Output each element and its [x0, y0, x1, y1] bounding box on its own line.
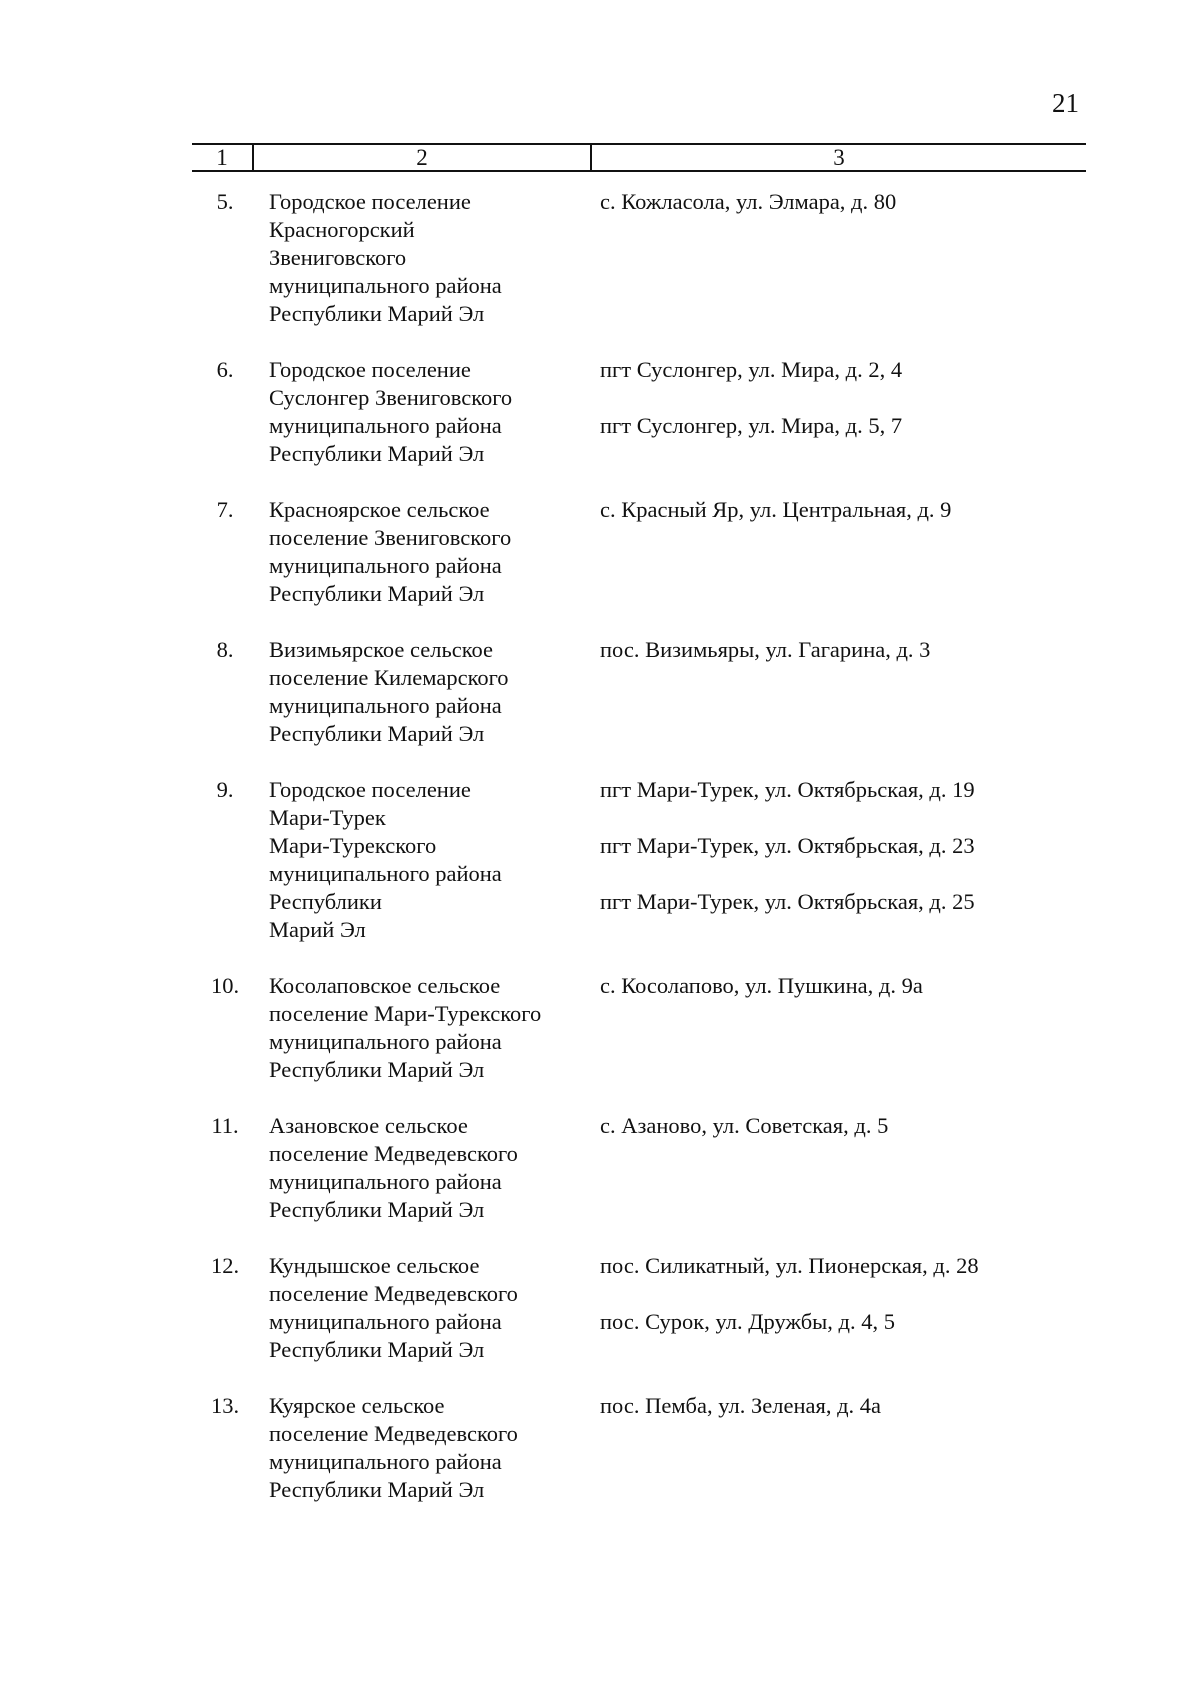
row-number: 12.	[210, 1253, 240, 1278]
header-col-1: 1	[216, 145, 228, 170]
address-line: пос. Пемба, ул. Зеленая, д. 4а	[600, 1393, 882, 1418]
address-cell	[600, 356, 1100, 440]
settlement-name: Городское поселение Красногорский Звениговского муниципального района Республики Марий Эл	[269, 189, 502, 326]
settlement-name: Красноярское сельское поселение Звениговского муниципального района Республики Марий Эл	[269, 497, 512, 606]
row-number: 6.	[216, 357, 234, 382]
header-col-3: 3	[833, 145, 845, 170]
table-header	[192, 143, 1086, 173]
settlement-name: Визимьярское сельское поселение Килемарского муниципального района Республики Марий Эл	[269, 637, 509, 746]
address-line: пгт Суслонгер, ул. Мира, д. 5, 7	[600, 413, 903, 438]
address-cell	[600, 1252, 1100, 1336]
address-line: с. Красный Яр, ул. Центральная, д. 9	[600, 497, 952, 522]
settlement-name: Городское поселение Суслонгер Звениговского муниципального района Республики Марий Эл	[269, 357, 513, 466]
address-cell	[600, 636, 1100, 664]
row-number: 7.	[216, 497, 234, 522]
address-line: с. Косолапово, ул. Пушкина, д. 9а	[600, 973, 923, 998]
address-line: с. Кожласола, ул. Элмара, д. 80	[600, 189, 897, 214]
address-cell	[600, 1112, 1100, 1140]
address-line: пгт Суслонгер, ул. Мира, д. 2, 4	[600, 357, 903, 382]
address-line: пос. Сурок, ул. Дружбы, д. 4, 5	[600, 1309, 895, 1334]
settlement-name: Азановское сельское поселение Медведевского муниципального района Республики Марий Эл	[269, 1113, 518, 1222]
address-line: пос. Визимьяры, ул. Гагарина, д. 3	[600, 637, 931, 662]
row-number: 9.	[216, 777, 234, 802]
address-line: пгт Мари-Турек, ул. Октябрьская, д. 23	[600, 833, 975, 858]
address-cell	[600, 188, 1100, 216]
address-line: пгт Мари-Турек, ул. Октябрьская, д. 19	[600, 777, 975, 802]
settlement-name: Кундышское сельское поселение Медведевского муниципального района Республики Марий Эл	[269, 1253, 518, 1362]
address-cell	[600, 972, 1100, 1000]
address-line: пос. Силикатный, ул. Пионерская, д. 28	[600, 1253, 979, 1278]
settlement-name: Городское поселение Мари-Турек Мари-Турекского муниципального района Республики Марий Эл	[269, 777, 502, 942]
row-number: 10.	[210, 973, 240, 998]
row-number: 5.	[216, 189, 234, 214]
address-line: пгт Мари-Турек, ул. Октябрьская, д. 25	[600, 889, 975, 914]
address-cell	[600, 496, 1100, 524]
address-cell	[600, 776, 1100, 916]
address-line: с. Азаново, ул. Советская, д. 5	[600, 1113, 889, 1138]
settlement-name: Косолаповское сельское поселение Мари-Турекского муниципального района Республики Марий Эл	[269, 973, 542, 1082]
address-cell	[600, 1392, 1100, 1420]
row-number: 8.	[216, 637, 234, 662]
row-number: 13.	[210, 1393, 240, 1418]
header-col-2: 2	[416, 145, 428, 170]
row-number: 11.	[211, 1113, 239, 1138]
settlement-name: Куярское сельское поселение Медведевского муниципального района Республики Марий Эл	[269, 1393, 518, 1502]
page-number: 21	[1052, 88, 1079, 118]
